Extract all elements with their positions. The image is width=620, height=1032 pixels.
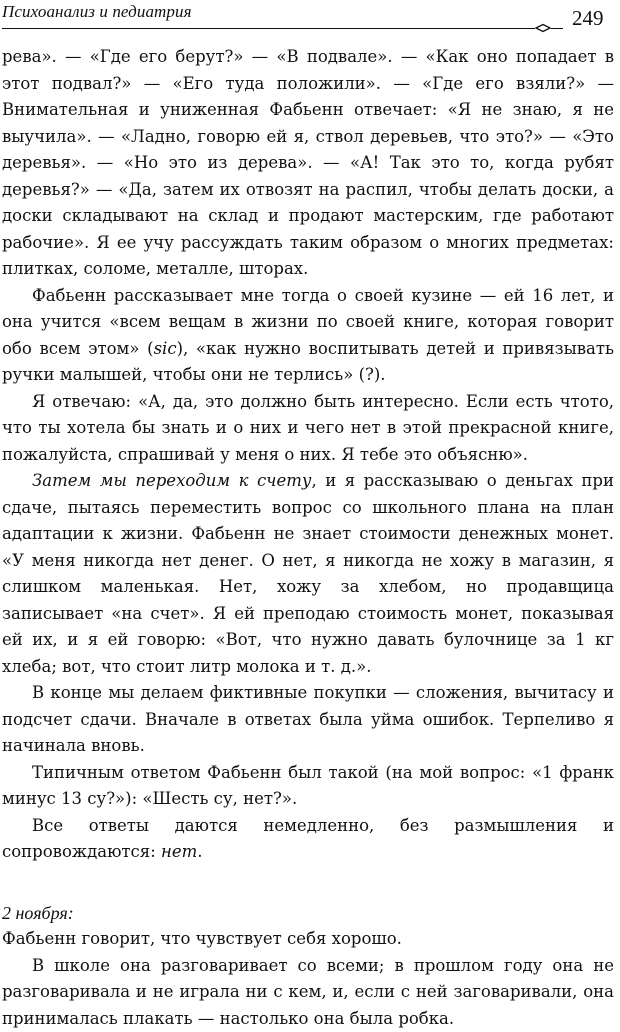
paragraph-text: . — [197, 842, 202, 861]
paragraph — [2, 468, 614, 680]
running-title: Психоанализ и педиатрия — [2, 2, 192, 22]
paragraph — [2, 283, 614, 389]
paragraph-text: Фабьенн рассказывает мне тогда о своей кузине — ей 16 лет, и она учится «всем вещам в жизни по своей книге, которая говорит обо всем этом» ( — [2, 286, 614, 358]
italic-remark: sic — [154, 339, 177, 358]
paragraph: Я отвечаю: «А, да, это должно быть интересно. Если есть чтото, что ты хотела бы знать и о них и чего нет в этой прекрасной книге, пожалуйста, спрашивай у меня о них. Я тебе это объясню». — [2, 389, 614, 469]
paragraph-text: Все ответы даются немедленно, без размышления и сопровождаются: — [2, 816, 614, 862]
paragraph — [2, 813, 614, 866]
header-rule — [2, 28, 535, 29]
header-rule-tail — [551, 28, 563, 29]
paragraph: В школе она разговаривает со всеми; в прошлом году она не разговаривала и не играла ни с кем, и, если с ней заговаривали, она принималась плакать — настолько она была робка. — [2, 953, 614, 1032]
body-text — [2, 44, 614, 1032]
paragraph-text: , и я рассказываю о деньгах при сдаче, пытаясь переместить вопрос со школьного плана на план адаптации к жизни. Фабьенн не знает стоимости денежных монет. «У меня никогда нет денег. О нет, я никогда не хожу в магазин, я слишком маленькая. Нет, хожу за хлебом, но продавщица записывает «на счет». Я ей преподаю стоимость монет, показывая ей их, и я ей говорю: «Вот, что нужно давать булочнице за 1 кг хлеба; вот, что стоит литр молока и т. д.». — [2, 471, 614, 676]
paragraph: Фабьенн говорит, что чувствует себя хорошо. — [2, 926, 614, 953]
italic-word: нет — [161, 842, 197, 861]
date-heading: 2 ноября: — [2, 900, 614, 927]
italic-lead: Затем мы переходим к счету — [32, 471, 311, 490]
paragraph: В конце мы делаем фиктивные покупки — сложения, вычитасу и подсчет сдачи. Вначале в ответах была уйма ошибок. Терпеливо я начинала вновь. — [2, 680, 614, 760]
page-number: 249 — [572, 6, 604, 31]
paragraph-text: ), «как нужно воспитывать детей и привязывать ручки малышей, чтобы они не терлись» (?). — [2, 339, 614, 385]
paragraph: Типичным ответом Фабьенн был такой (на мой вопрос: «1 франк минус 13 су?»): «Шесть су, нет?». — [2, 760, 614, 813]
page-header — [0, 2, 620, 32]
diamond-ornament-icon — [535, 22, 551, 34]
paragraph: рева». — «Где его берут?» — «В подвале». — «Как оно попадает в этот подвал?» — «Его туда положили». — «Где его взяли?» — Внимательная и униженная Фабьенн отвечает: «Я не знаю, я не выучила». — «Ладно, говорю ей я, ствол деревьев, что это?» — «Это деревья». — «Но это из дерева». — «А! Так это то, когда рубят деревья?» — «Да, затем их отвозят на распил, чтобы делать доски, а доски складывают на склад и продают мастерским, где работают рабочие». Я ее учу рассуждать таким образом о многих предметах: плитках, соломе, металле, шторах. — [2, 44, 614, 283]
